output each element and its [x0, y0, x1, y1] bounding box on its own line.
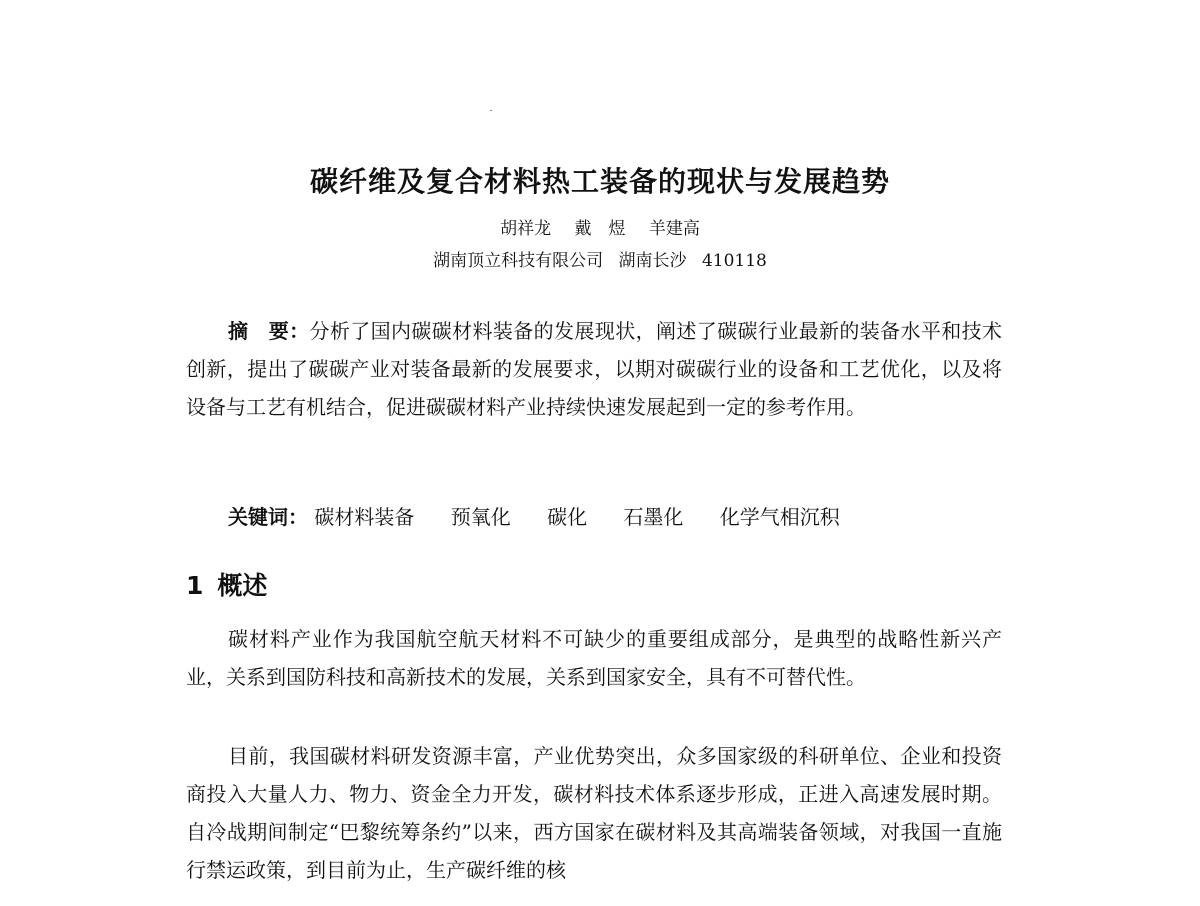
- affiliation-postcode: 410118: [701, 251, 767, 271]
- author-name: 胡祥龙: [500, 219, 552, 239]
- section-title: 概述: [217, 571, 268, 600]
- affiliation-city: 湖南长沙: [618, 251, 687, 271]
- abstract-text: 分析了国内碳碳材料装备的发展现状，阐述了碳碳行业最新的装备水平和技术创新，提出了碳碳产业对装备最新的发展要求，以期对碳碳行业的设备和工艺优化，以及将设备与工艺有机结合，促进碳碳材料产业持续快速发展起到一定的参考作用。: [186, 319, 1003, 419]
- paper-title: 碳纤维及复合材料热工装备的现状与发展趋势: [309, 165, 890, 198]
- affiliation: [0, 248, 1200, 274]
- affiliation-org: 湖南顶立科技有限公司: [433, 251, 604, 271]
- section-heading: [186, 566, 267, 606]
- abstract: [186, 312, 1002, 426]
- author-name: 戴 煜: [574, 219, 626, 239]
- body-paragraph: 目前，我国碳材料研发资源丰富，产业优势突出，众多国家级的科研单位、企业和投资商投入大量人力、物力、资金全力开发，碳材料技术体系逐步形成，正进入高速发展时期。自冷战期间制定“巴黎统筹条约”以来，西方国家在碳材料及其高端装备领域，对我国一直施行禁运政策，到目前为止，生产碳纤维的核: [186, 744, 1002, 882]
- author-list: [0, 216, 1200, 242]
- keywords-label: 关键词：: [228, 505, 308, 529]
- keyword: 碳材料装备: [314, 505, 415, 529]
- author-name: 羊建高: [648, 219, 700, 239]
- abstract-label: 摘 要：: [228, 319, 310, 343]
- keywords: [228, 498, 870, 536]
- keyword: 碳化: [547, 505, 588, 529]
- scan-speck: [490, 110, 492, 111]
- keyword: 预氧化: [450, 505, 511, 529]
- body-paragraph: 碳材料产业作为我国航空航天材料不可缺少的重要组成部分，是典型的战略性新兴产业，关系到国防科技和高新技术的发展，关系到国家安全，具有不可替代性。: [186, 627, 1002, 689]
- keyword: 石墨化: [623, 505, 684, 529]
- keyword: 化学气相沉积: [719, 505, 840, 529]
- section-number: 1: [186, 571, 204, 600]
